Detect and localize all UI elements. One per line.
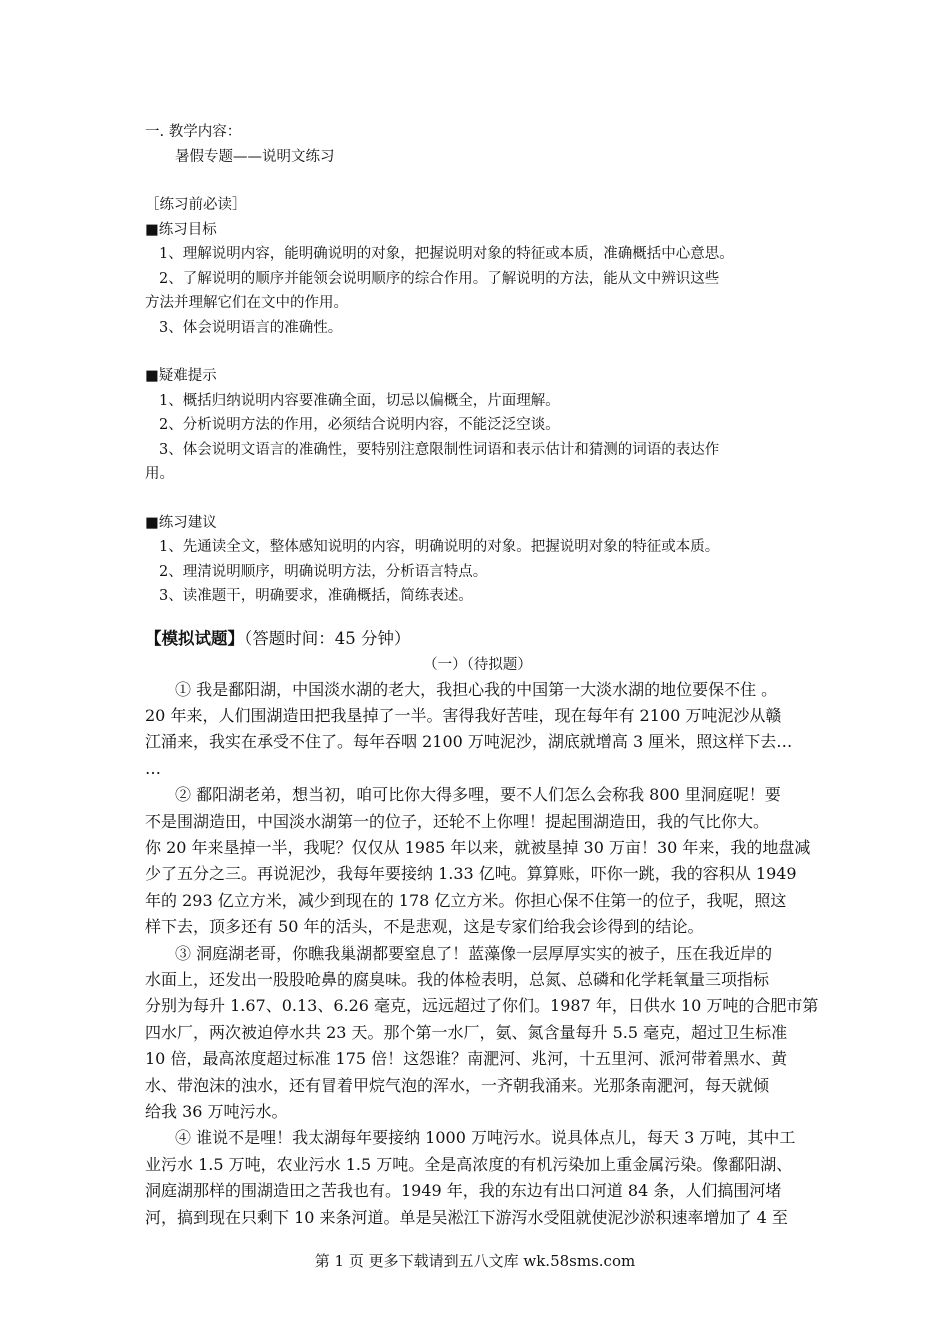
passage-line: 河，搞到现在只剩下 10 来条河道。单是吴淞江下游泻水受阻就使泥沙淤积速率增加了 4 至 [145, 1207, 788, 1227]
passage-line: ③ 洞庭湖老哥，你瞧我巢湖都要窒息了！蓝藻像一层厚厚实实的被子，压在我近岸的 [175, 943, 773, 963]
topic-title: 暑假专题——说明文练习 [175, 148, 335, 165]
passage-line: 分别为每升 1.67、0.13、6.26 毫克，远远超过了你们。1987 年，日供水 10 万吨的合肥市第 [145, 996, 819, 1016]
passage-line: 水、带泡沫的浊水，还有冒着甲烷气泡的浑水，一齐朝我涌来。光那条南淝河，每天就倾 [145, 1075, 770, 1095]
goals-heading: ■练习目标 [145, 221, 217, 238]
tip-item: 3、体会说明文语言的准确性，要特别注意限制性词语和表示估计和猜测的词语的表达作 [159, 441, 720, 458]
goal-item: 2、了解说明的顺序并能领会说明顺序的综合作用。了解说明的方法，能从文中辨识这些 [159, 270, 720, 287]
passage-line: 水面上，还发出一股股呛鼻的腐臭味。我的体检表明，总氮、总磷和化学耗氧量三项指标 [145, 969, 770, 989]
passage-line: 你 20 年来垦掉一半，我呢？仅仅从 1985 年以来，就被垦掉 30 万亩！30 年来，我的地盘减 [145, 837, 811, 857]
passage-line: 年的 293 亿立方米，减少到现在的 178 亿立方米。你担心保不住第一的位子，我呢，照这 [145, 890, 787, 910]
goal-item: 1、理解说明内容，能明确说明的对象，把握说明对象的特征或本质，准确概括中心意思。 [159, 246, 734, 262]
passage-line: ④ 谁说不是哩！我太湖每年要接纳 1000 万吨污水。说具体点儿，每天 3 万吨，其中工 [175, 1128, 796, 1148]
passage [145, 677, 819, 1232]
passage-paragraph-3 [145, 941, 819, 1126]
part-title: （一）（待拟题） [423, 656, 532, 673]
passage-line: 少了五分之三。再说泥沙，我每年要接纳 1.33 亿吨。算算账，吓你一跳，我的容积从 1949 [145, 864, 797, 884]
prereading-title: ［练习前必读］ [145, 197, 247, 213]
passage-line: 样下去，顶多还有 50 年的活头，不是悲观，这是专家们给我会诊得到的结论。 [145, 917, 704, 937]
mock-exam-time: （答题时间：45 分钟） [244, 628, 411, 648]
passage-line: 业污水 1.5 万吨，农业污水 1.5 万吨。全是高浓度的有机污染加上重金属污染。像鄱阳湖、 [145, 1154, 793, 1174]
advice-item: 1、先通读全文，整体感知说明的内容，明确说明的对象。把握说明对象的特征或本质。 [159, 539, 720, 555]
section-title: 一. 教学内容： [145, 124, 242, 140]
passage-paragraph-2 [145, 782, 810, 940]
tip-item: 2、分析说明方法的作用，必须结合说明内容，不能泛泛空谈。 [159, 417, 560, 433]
goal-item-continued: 方法并理解它们在文中的作用。 [145, 295, 348, 311]
advice-heading: ■练习建议 [145, 514, 217, 531]
passage-line: 江涌来，我实在承受不住了。每年吞咽 2100 万吨泥沙，湖底就增高 3 厘米，照这样下去… [145, 732, 793, 752]
passage-line: … [145, 758, 161, 778]
goal-item: 3、体会说明语言的准确性。 [159, 319, 343, 336]
passage-line: 给我 36 万吨污水。 [145, 1102, 288, 1121]
tips-heading: ■疑难提示 [145, 368, 217, 384]
passage-line: 不是围湖造田，中国淡水湖第一的位子，还轮不上你哩！提起围湖造田，我的气比你大。 [145, 811, 770, 831]
page-footer: 第 1 页 更多下载请到五八文库 wk.58sms.com [314, 1252, 636, 1270]
passage-line: 10 倍，最高浓度超过标准 175 倍！这怨谁？南淝河、兆河，十五里河、派河带着黑水、黄 [145, 1049, 788, 1069]
passage-line: ② 鄱阳湖老弟，想当初，咱可比你大得多哩，要不人们怎么会称我 800 里洞庭呢！要 [175, 785, 781, 805]
advice-item: 2、理清说明顺序，明确说明方法，分析语言特点。 [159, 563, 488, 580]
advice-item: 3、读准题干，明确要求，准确概括，简练表述。 [159, 588, 473, 604]
passage-line: 20 年来，人们围湖造田把我垦掉了一半。害得我好苦哇，现在每年有 2100 万吨泥沙从赣 [145, 705, 782, 725]
passage-paragraph-1 [145, 677, 810, 783]
passage-line: 洞庭湖那样的围湖造田之苦我也有。1949 年，我的东边有出口河道 84 条，人们搞围河堵 [145, 1181, 782, 1201]
passage-paragraph-4 [145, 1125, 810, 1231]
passage-line: ① 我是鄱阳湖，中国淡水湖的老大，我担心我的中国第一大淡水湖的地位要保不住 。 [175, 679, 778, 699]
document-page [145, 120, 819, 1231]
mock-exam-label: 【模拟试题】 [145, 628, 244, 648]
mock-exam-heading [145, 625, 810, 653]
tip-item: 1、概括归纳说明内容要准确全面，切忌以偏概全，片面理解。 [159, 392, 560, 409]
passage-line: 四水厂，两次被迫停水共 23 天。那个第一水厂，氨、氮含量每升 5.5 毫克，超过卫生标准 [145, 1022, 788, 1042]
tip-item-continued: 用。 [145, 466, 174, 482]
